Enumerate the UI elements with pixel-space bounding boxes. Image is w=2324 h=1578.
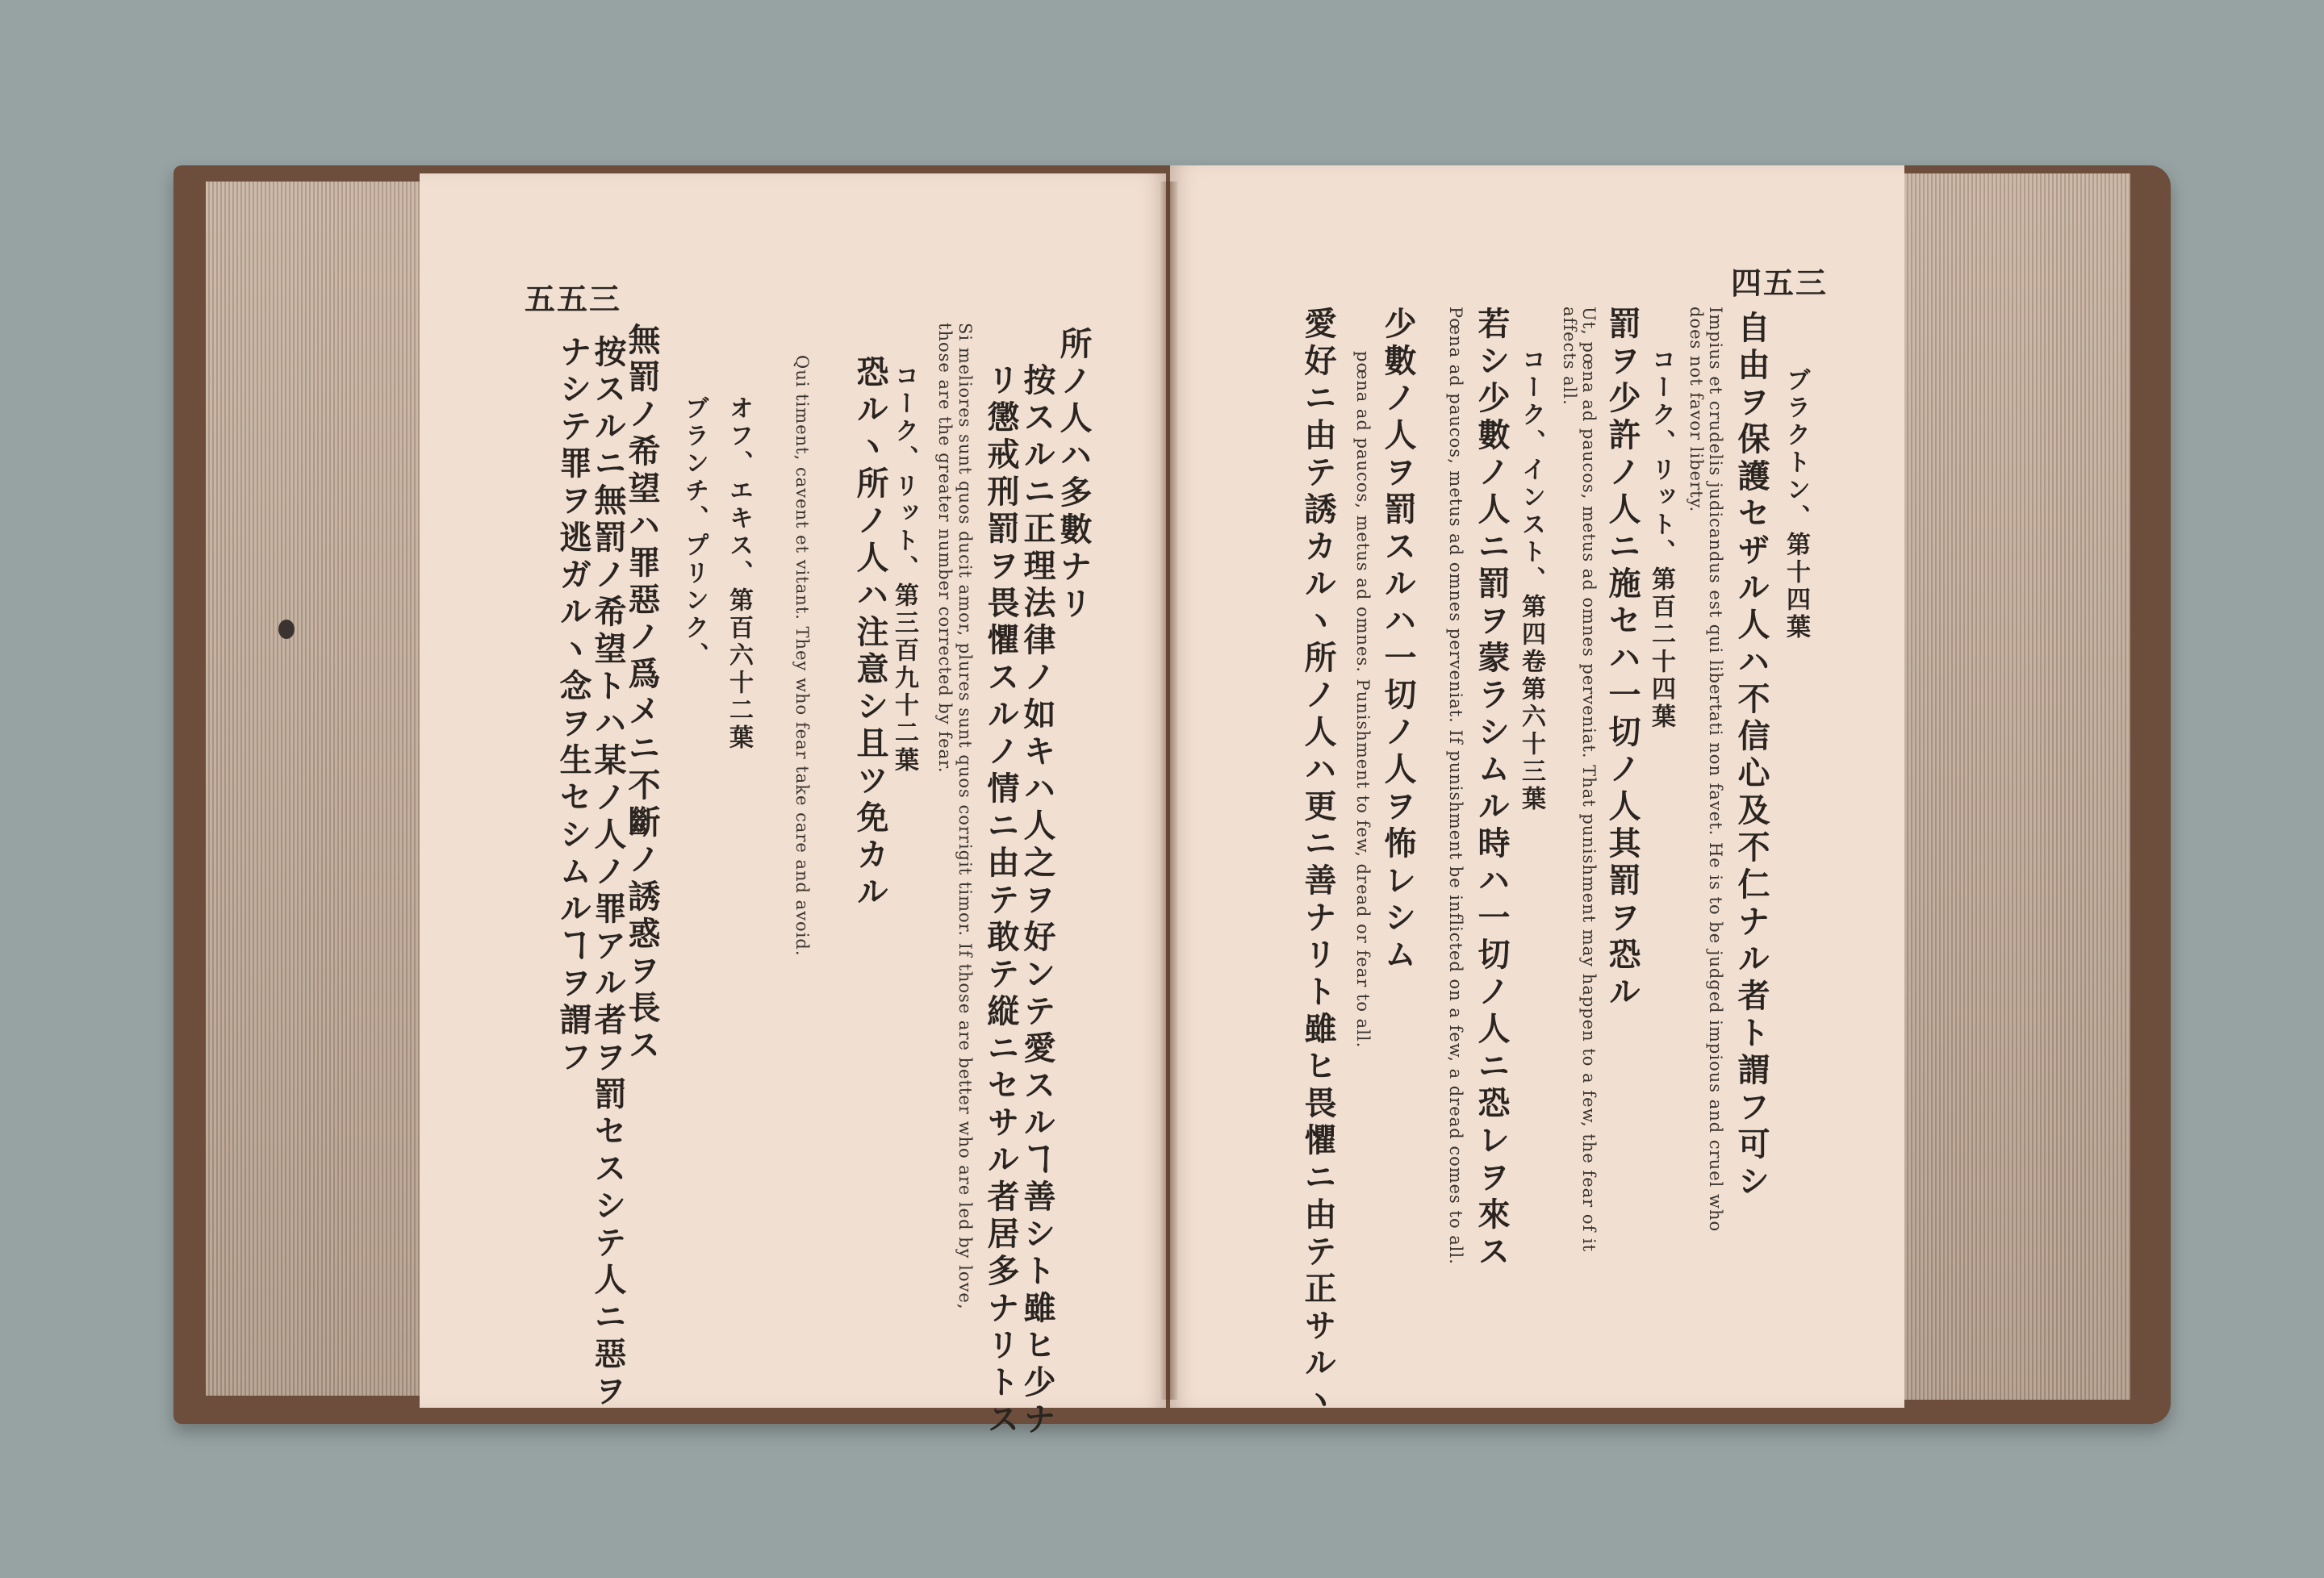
- book-gutter: [1160, 182, 1178, 1400]
- text-line: 愛好ニ由テ誘カルヽ所ノ人ハ更ニ善ナリト雖ヒ畏懼ニ由テ正サルヽ: [1299, 307, 1337, 1420]
- text-line: ブランチ、プリンク、: [680, 395, 708, 670]
- text-line: does not favor liberty.: [1687, 307, 1706, 513]
- text-line: Si meliores sunt quos ducit amor, plures sunt quos corrigit timor. If those are better who are led by love,: [955, 323, 975, 1310]
- text-line: 恐ルヽ所ノ人ハ注意シ且ツ免カル: [851, 355, 889, 912]
- right-page: [1170, 165, 1904, 1420]
- text-line: 所ノ人ハ多數ナリ: [1055, 327, 1093, 624]
- page-number: 五五三: [525, 281, 622, 317]
- text-line: Impius et crudelis judicandus est qui libertati non favet. He is to be judged impious and cruel who: [1706, 307, 1725, 1233]
- left-page-edges: [206, 182, 424, 1396]
- text-line: オフ、エキス、第百六十二葉: [725, 395, 753, 752]
- text-line: コーク、インスト、第四卷第六十三葉: [1517, 347, 1545, 813]
- page-number: 四五三: [1731, 265, 1829, 301]
- text-line: those are the greater number corrected by fear.: [935, 323, 955, 774]
- text-line: Ut, pœna ad paucos, metus ad omnes perveniat. That punishment may happen to a few, the fear of it: [1579, 307, 1599, 1253]
- binding-hole: [278, 620, 295, 639]
- text-line: 無罰ノ希望ハ罪惡ノ爲メニ不斷ノ誘惑ヲ長ス: [623, 323, 661, 1065]
- text-line: 罰ヲ少許ノ人ニ施セハ一切ノ人其罰ヲ恐ル: [1603, 307, 1641, 1012]
- left-page: [420, 173, 1166, 1439]
- text-line: 按スルニ正理法律ノ如キハ人之ヲ好ンテ愛スルヿ善シト雖ヒ少ナ: [1018, 363, 1056, 1439]
- right-page-edges: [1896, 173, 2130, 1400]
- text-line: pœna ad paucos, metus ad omnes. Punishment to few, dread or fear to all.: [1353, 351, 1373, 1049]
- text-line: ナシテ罪ヲ逃ガルヽ念ヲ生セシムルヿヲ謂フ: [554, 335, 592, 1077]
- text-line: 少數ノ人ヲ罰スルハ一切ノ人ヲ怖レシム: [1379, 307, 1417, 975]
- text-line: コーク、リット、第百二十四葉: [1647, 347, 1675, 731]
- text-line: ブラクトン、第十四葉: [1782, 367, 1810, 641]
- text-line: リ懲戒刑罰ヲ畏懼スルノ情ニ由テ敢テ縦ニセサル者居多ナリトス: [982, 363, 1020, 1439]
- text-line: Pœna ad paucos, metus ad omnes perveniat. If punishment be inflicted on a few, a dread comes to all.: [1446, 307, 1465, 1265]
- text-line: 自由ヲ保護セザル人ハ不信心及不仁ナル者ト謂フ可シ: [1733, 311, 1770, 1201]
- text-line: コーク、リット、第三百九十二葉: [890, 363, 918, 774]
- text-line: 若シ少數ノ人ニ罰ヲ蒙ラシムル時ハ一切ノ人ニ恐レヲ來ス: [1473, 307, 1511, 1271]
- text-line: affects all.: [1560, 307, 1579, 406]
- text-line: 按スルニ無罰ノ希望トハ某ノ人ノ罪アル者ヲ罰セスシテ人ニ惡ヲ: [589, 335, 627, 1411]
- text-line: Qui timent, cavent et vitant. They who fear take care and avoid.: [792, 355, 812, 957]
